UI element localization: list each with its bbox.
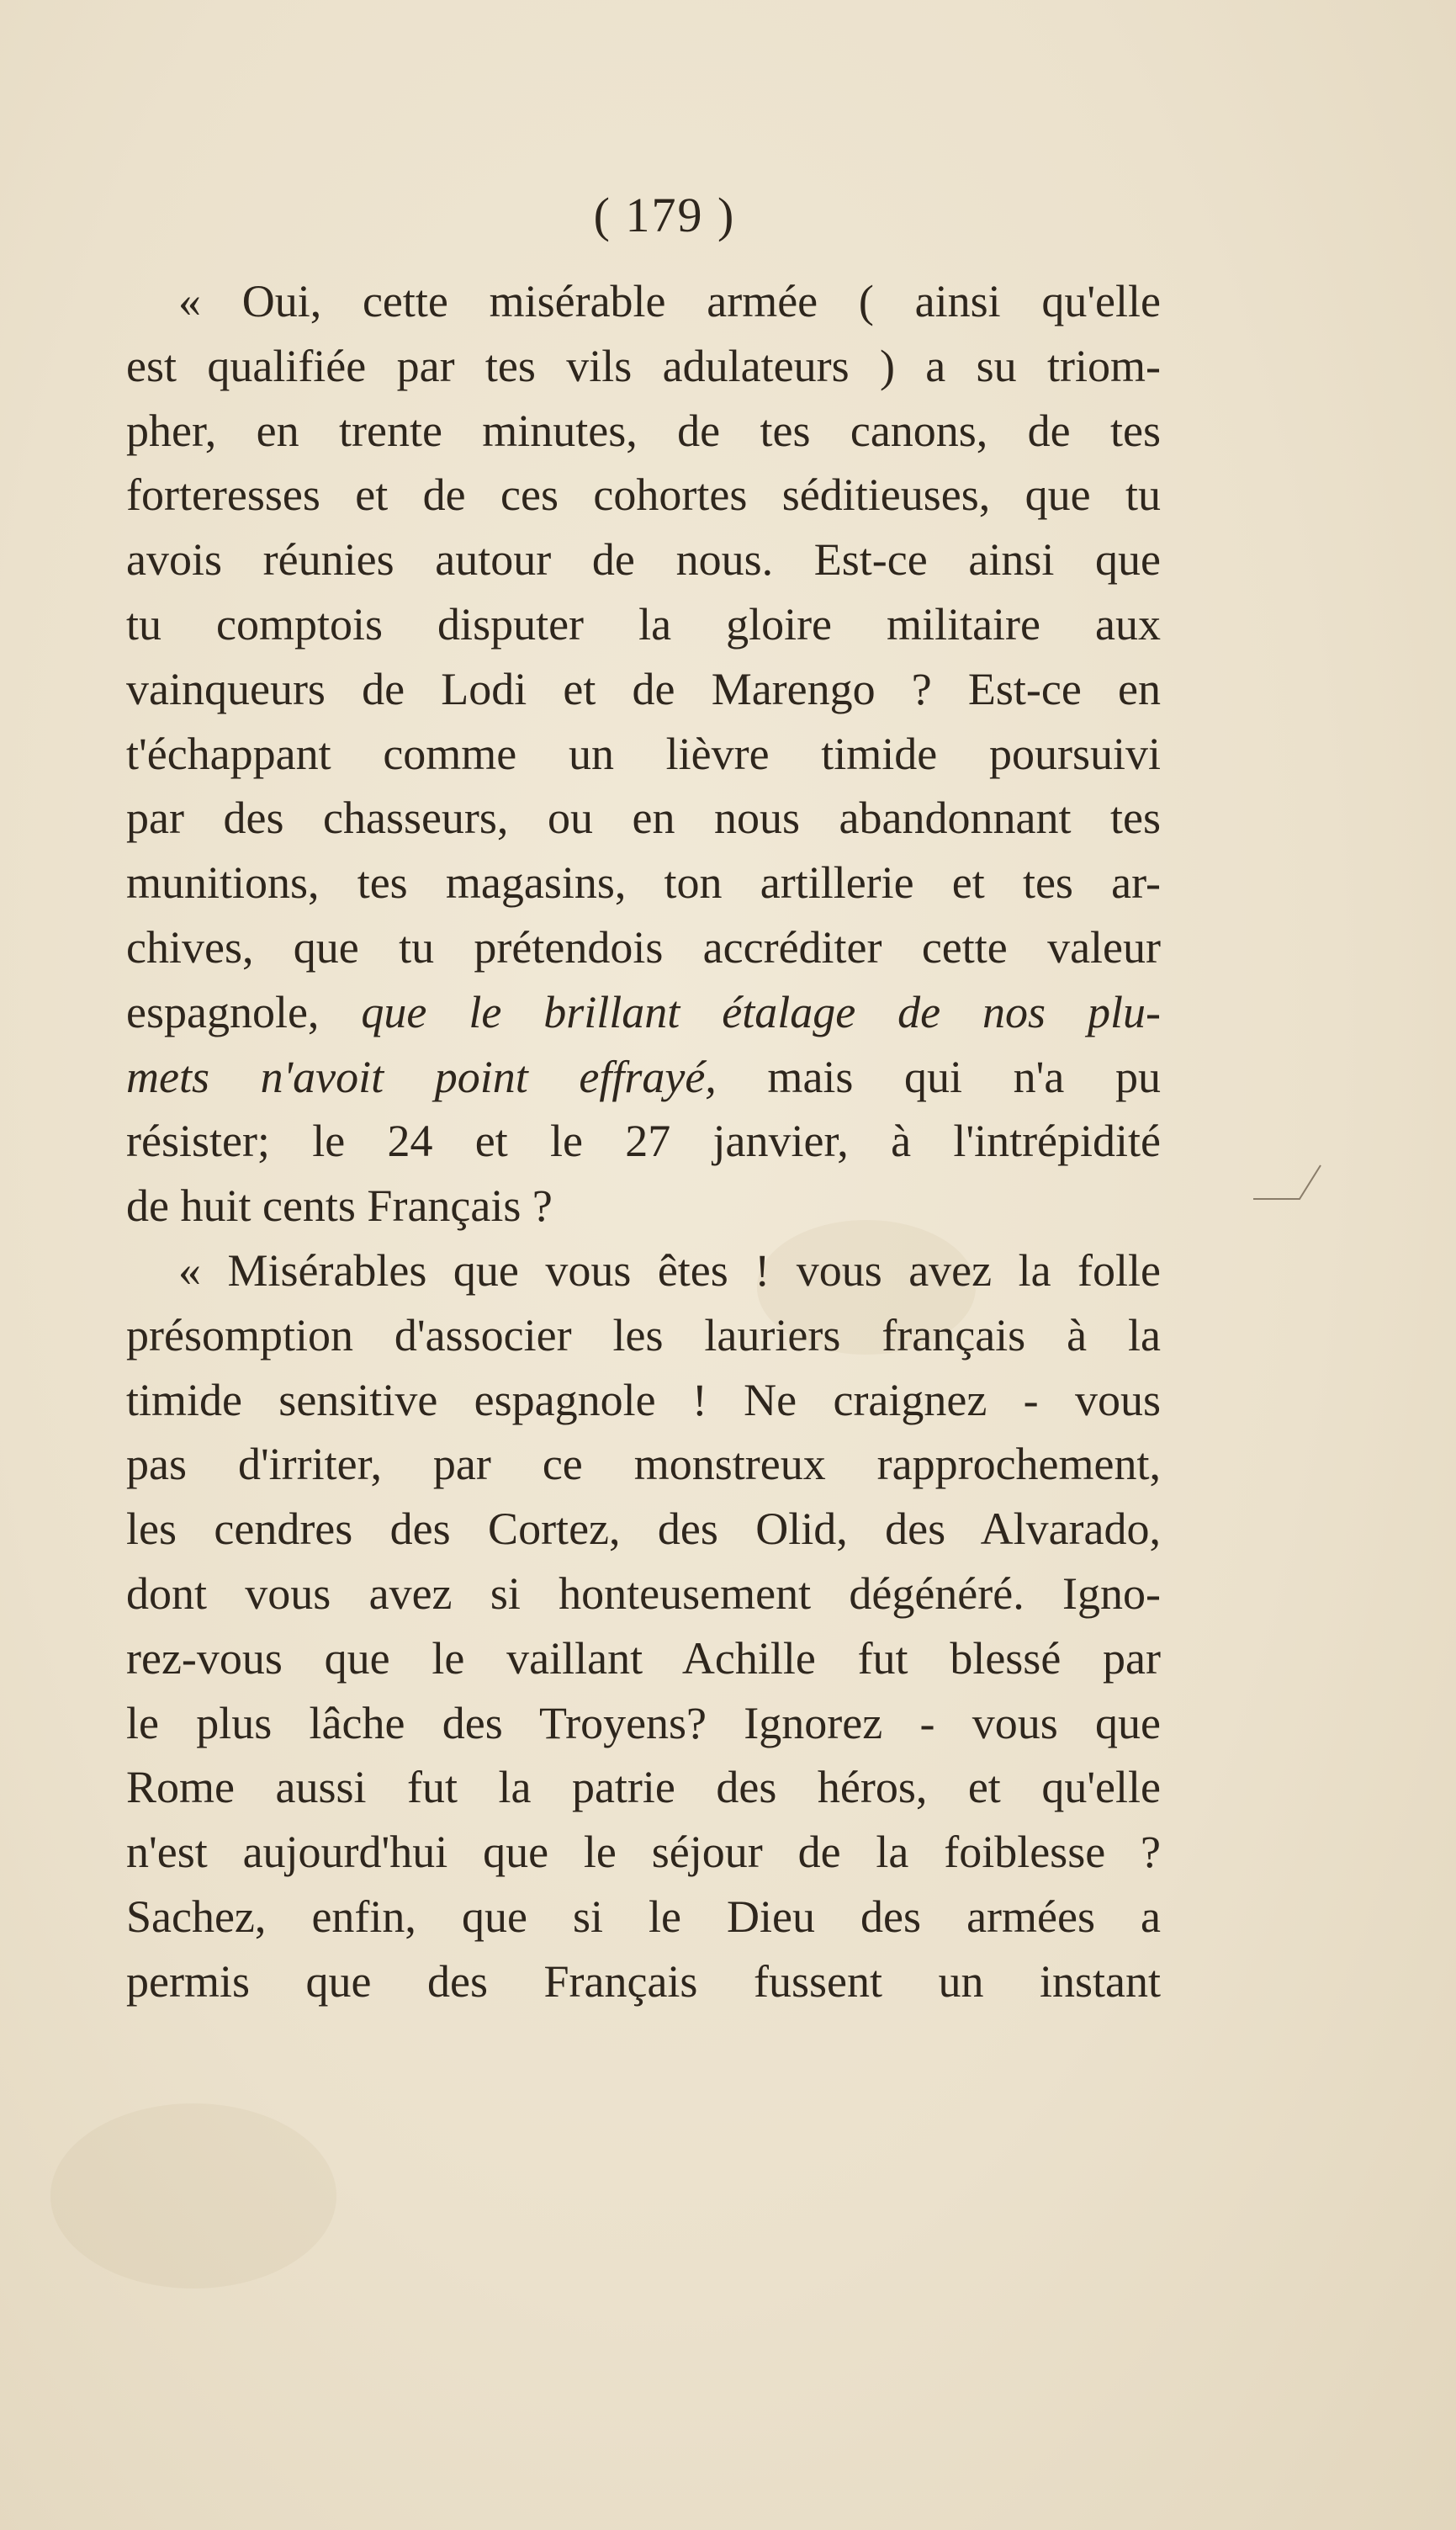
text-line: par des chasseurs, ou en nous abandonnant tes	[126, 793, 1161, 844]
text-line: avois réunies autour de nous. Est-ce ainsi que	[126, 534, 1161, 586]
text-line: chives, que tu prétendois accréditer cette valeur	[126, 921, 1161, 973]
text-line: timide sensitive espagnole ! Ne craignez - vous	[126, 1374, 1161, 1425]
page-number: ( 179 )	[593, 188, 736, 242]
text-line: rez-vous que le vaillant Achille fut blessé par	[126, 1632, 1161, 1684]
text-line: vainqueurs de Lodi et de Marengo ? Est-ce en	[126, 663, 1161, 714]
body-text	[126, 269, 1161, 2014]
text-line: Rome aussi fut la patrie des héros, et qu'elle	[126, 1762, 1161, 1813]
paper-stain	[50, 2103, 336, 2289]
text-line: résister; le 24 et le 27 janvier, à l'intrépidité	[126, 1116, 1161, 1167]
text-line: le plus lâche des Troyens? Ignorez - vous que	[126, 1697, 1161, 1748]
text-line-mixed	[126, 1045, 1161, 1110]
text-line: « Oui, cette misérable armée ( ainsi qu'elle	[178, 276, 1161, 326]
text-line: Sachez, enfin, que si le Dieu des armées a	[126, 1891, 1161, 1942]
italic-text-run: que le brillant étalage de nos plu-	[361, 986, 1162, 1037]
margin-pencil-mark	[1253, 1161, 1329, 1212]
text-line: forteresses et de ces cohortes séditieuses, que tu	[126, 469, 1161, 521]
text-line: tu comptois disputer la gloire militaire aux	[126, 598, 1161, 650]
text-line: t'échappant comme un lièvre timide poursuivi	[126, 728, 1161, 779]
text-line: présomption d'associer les lauriers français à la	[126, 1309, 1161, 1360]
text-line: dont vous avez si honteusement dégénéré. Igno-	[126, 1567, 1161, 1619]
text-line: les cendres des Cortez, des Olid, des Alvarado,	[126, 1504, 1161, 1555]
text-line: est qualifiée par tes vils adulateurs ) a su triom-	[126, 340, 1161, 391]
text-line: n'est aujourd'hui que le séjour de la foiblesse ?	[126, 1827, 1161, 1878]
italic-text-run: mets n'avoit point effrayé,	[126, 1051, 717, 1102]
text-line: pher, en trente minutes, de tes canons, de tes	[126, 405, 1161, 456]
text-line: de huit cents Français ?	[126, 1180, 553, 1232]
text-line-mixed	[126, 980, 1161, 1045]
text-run: mais qui n'a pu	[716, 1051, 1161, 1102]
text-line: munitions, tes magasins, ton artillerie et tes ar-	[126, 857, 1161, 909]
text-line: « Misérables que vous êtes ! vous avez la folle	[178, 1244, 1161, 1296]
text-run: espagnole,	[126, 986, 362, 1037]
text-line: pas d'irriter, par ce monstreux rapprochement,	[126, 1439, 1161, 1490]
text-line: permis que des Français fussent un instant	[126, 1955, 1161, 2007]
